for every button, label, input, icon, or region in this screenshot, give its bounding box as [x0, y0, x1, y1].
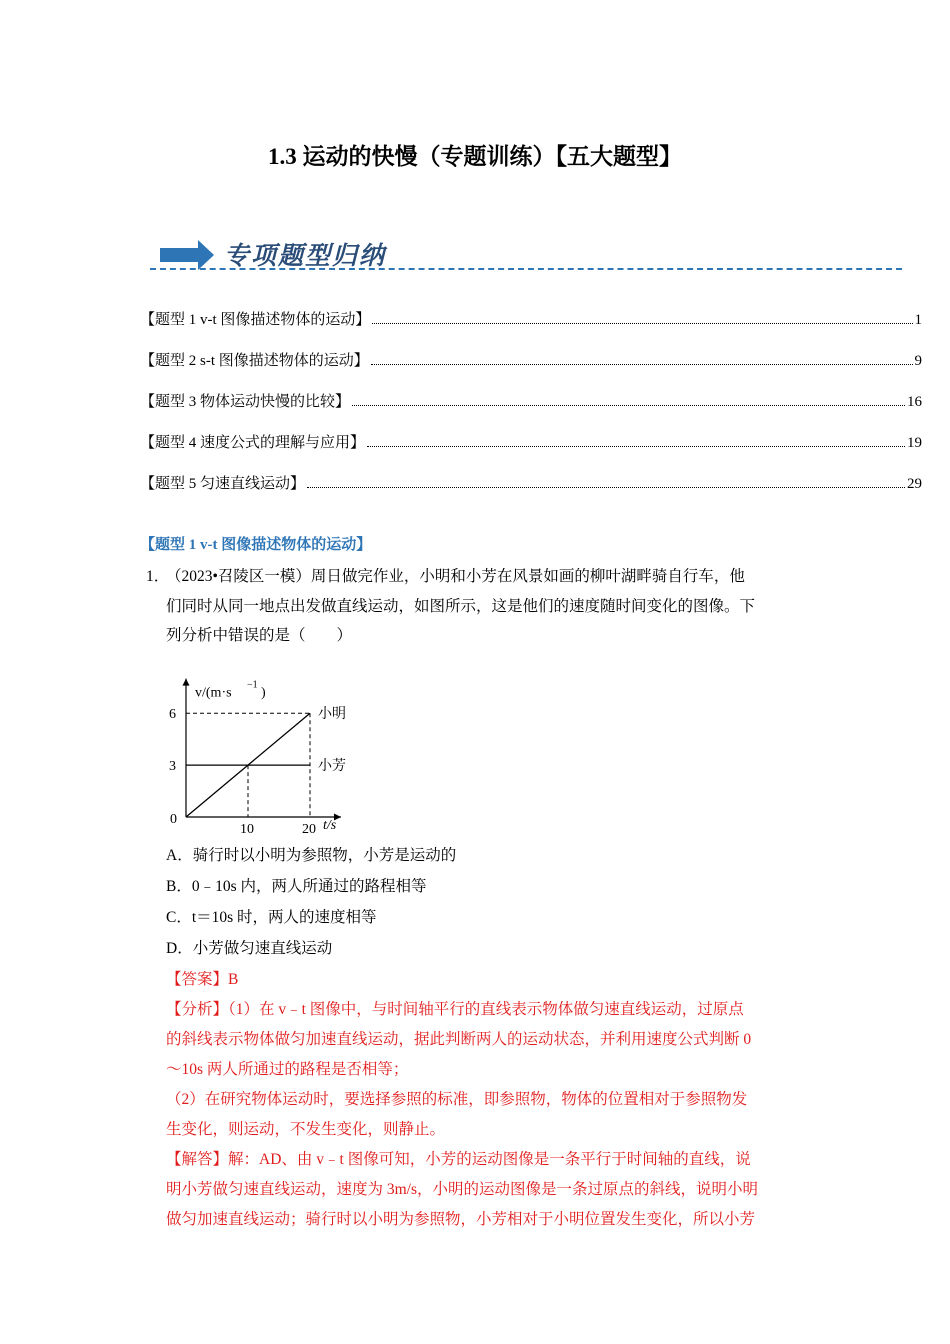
y-axis-label: v/(m·s — [195, 685, 232, 701]
y-axis-arrow — [183, 679, 190, 686]
x-axis-label: t/s — [323, 818, 337, 833]
analysis-line: 【解答】解：AD、由 v﹣t 图像可知，小芳的运动图像是一条平行于时间轴的直线，说 — [166, 1151, 751, 1168]
y-axis-label-close: ) — [261, 685, 266, 701]
toc-label: 【题型 2 s-t 图像描述物体的运动】 — [140, 353, 369, 369]
toc-label: 【题型 3 物体运动快慢的比较】 — [140, 394, 351, 410]
analysis-line: 生变化，则运动，不发生变化，则静止。 — [166, 1121, 446, 1138]
toc-page: 29 — [907, 476, 922, 492]
arrow-right-icon — [160, 240, 214, 270]
analysis-line: 【分析】（1）在 v﹣t 图像中，与时间轴平行的直线表示物体做匀速直线运动，过原点 — [166, 1001, 744, 1018]
answer: 【答案】B — [166, 971, 239, 988]
toc-item-1[interactable] — [140, 307, 922, 329]
toc-leader — [367, 446, 905, 447]
toc-page: 9 — [914, 353, 922, 369]
toc-page: 1 — [914, 312, 922, 328]
toc-leader — [307, 487, 905, 488]
series-label: 小芳 — [318, 759, 346, 775]
y-tick-label: 3 — [169, 759, 176, 775]
banner-text: 专项题型归纳 — [224, 241, 387, 270]
toc-label: 【题型 1 v-t 图像描述物体的运动】 — [140, 312, 371, 328]
analysis-line: 的斜线表示物体做匀加速直线运动，据此判断两人的运动状态，并利用速度公式判断 0 — [166, 1031, 752, 1048]
toc-leader — [352, 405, 905, 406]
toc-item-2[interactable] — [140, 348, 922, 370]
y-axis-label-exponent: −1 — [247, 679, 258, 691]
y-tick-label: 6 — [169, 707, 176, 723]
question-text-line: 们同时从同一地点出发做直线运动，如图所示，这是他们的速度随时间变化的图像。下 — [166, 598, 756, 615]
analysis-line: （2）在研究物体运动时，要选择参照的标准，即参照物，物体的位置相对于参照物发 — [166, 1091, 748, 1108]
series-label: 小明 — [318, 707, 346, 723]
toc-label: 【题型 5 匀速直线运动】 — [140, 476, 306, 492]
toc-page: 19 — [907, 435, 922, 451]
vt-graph — [160, 655, 380, 835]
analysis-line: ～10s 两人所通过的路程是否相等； — [166, 1061, 409, 1078]
toc-item-4[interactable] — [140, 430, 922, 452]
option-b[interactable]: B．0﹣10s 内，两人所通过的路程相等 — [166, 878, 427, 895]
origin-label: 0 — [170, 812, 177, 827]
toc-item-3[interactable] — [140, 389, 922, 411]
toc-leader — [371, 364, 913, 365]
option-d[interactable]: D．小芳做匀速直线运动 — [166, 940, 333, 957]
option-c[interactable]: C．t＝10s 时，两人的速度相等 — [166, 909, 377, 926]
x-tick-label: 10 — [240, 822, 254, 835]
section-heading: 【题型 1 v-t 图像描述物体的运动】 — [140, 537, 372, 553]
x-tick-label: 20 — [302, 822, 316, 835]
question-text-line: 列分析中错误的是（ ） — [166, 627, 353, 644]
toc-page: 16 — [907, 394, 922, 410]
option-a[interactable]: A．骑行时以小明为参照物，小芳是运动的 — [166, 847, 457, 864]
banner-divider — [150, 268, 902, 270]
analysis-line: 明小芳做匀速直线运动，速度为 3m/s，小明的运动图像是一条过原点的斜线，说明小明 — [166, 1181, 759, 1198]
question-number: 1． — [146, 568, 170, 585]
toc-label: 【题型 4 速度公式的理解与应用】 — [140, 435, 366, 451]
toc-leader — [372, 323, 912, 324]
page-title: 1.3 运动的快慢（专题训练）【五大题型】 — [268, 144, 682, 169]
analysis-line: 做匀加速直线运动；骑行时以小明为参照物，小芳相对于小明位置发生变化，所以小芳 — [166, 1211, 756, 1228]
toc-item-5[interactable] — [140, 471, 922, 493]
question-text-line: （2023•召陵区一模）周日做完作业，小明和小芳在风景如画的柳叶湖畔骑自行车，他 — [166, 568, 745, 585]
